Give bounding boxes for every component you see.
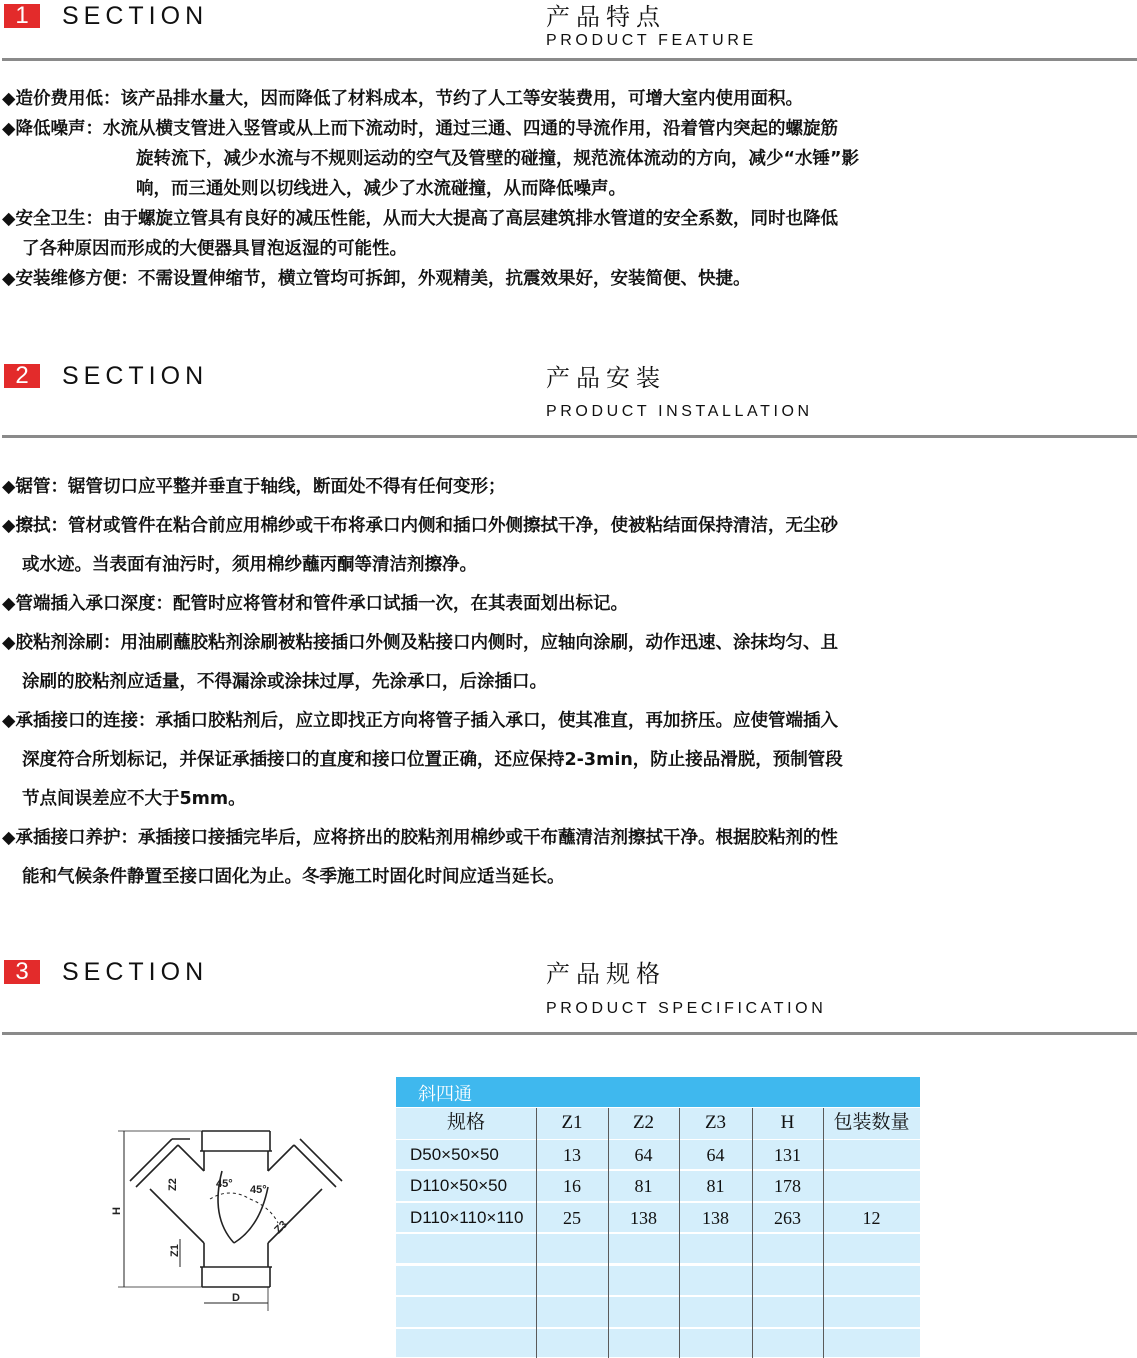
table-header-cell: Z3 <box>704 1112 727 1133</box>
table-row <box>396 1329 920 1357</box>
table-cell: 16 <box>563 1176 581 1196</box>
dim-d-label: D <box>232 1292 240 1304</box>
table-cell: 13 <box>563 1145 581 1165</box>
install-line: 节点间误差应不大于5mm。 <box>22 789 246 809</box>
section-label: SECTION <box>62 2 209 30</box>
section-divider <box>2 58 1137 61</box>
table-column-divider <box>679 1108 680 1358</box>
feature-line: ◆降低噪声：水流从横支管进入竖管或从上而下流动时，通过三通、四通的导流作用，沿着管内突起的螺旋筋 <box>2 119 838 139</box>
table-header-row <box>396 1108 920 1139</box>
table-cell <box>396 1329 536 1357</box>
table-cell: D50×50×50 <box>410 1145 499 1164</box>
table-cell <box>823 1297 920 1327</box>
table-cell: 138 <box>702 1208 729 1228</box>
table-cell: 25 <box>563 1208 581 1228</box>
table-header-cell: H <box>780 1112 795 1133</box>
install-line: 深度符合所划标记，并保证承插接口的直度和接口位置正确，还应保持2-3min，防止接品滑脱，预制管段 <box>22 750 843 770</box>
table-cell <box>536 1266 608 1295</box>
table-row <box>396 1140 920 1169</box>
install-line: 涂刷的胶粘剂应适量，不得漏涂或涂抹过厚，先涂承口，后涂插口。 <box>22 672 547 692</box>
table-cell <box>608 1297 679 1327</box>
feature-line: ◆安装维修方便：不需设置伸缩节，横立管均可拆卸，外观精美，抗震效果好，安装简便、快捷。 <box>2 269 751 289</box>
section-number-badge: 1 <box>4 4 40 28</box>
section-label: SECTION <box>62 362 209 390</box>
table-header-cell: 包装数量 <box>833 1112 910 1133</box>
section-divider <box>2 435 1137 438</box>
table-cell <box>536 1234 608 1263</box>
table-row <box>396 1234 920 1263</box>
table-cell <box>823 1140 920 1169</box>
feature-line: ◆造价费用低：该产品排水量大，因而降低了材料成本，节约了人工等安装费用，可增大室内使用面积。 <box>2 89 803 109</box>
table-row <box>396 1266 920 1295</box>
table-cell <box>608 1234 679 1263</box>
table-cell: 131 <box>774 1145 801 1165</box>
table-cell <box>823 1171 920 1201</box>
table-header-cell: Z1 <box>561 1112 583 1133</box>
table-cell <box>608 1329 679 1357</box>
section-title-cn: 产品规格 <box>546 960 666 988</box>
table-cell: 138 <box>630 1208 657 1228</box>
dim-z2-label: Z2 <box>167 1178 179 1191</box>
feature-line: ◆安全卫生：由于螺旋立管具有良好的减压性能，从而大大提高了高层建筑排水管道的安全系数，同时也降低 <box>2 209 838 229</box>
install-line: ◆承插接口养护：承插接口接插完毕后，应将挤出的胶粘剂用棉纱或干布蘸清洁剂擦拭干净。根据胶粘剂的性 <box>2 828 838 848</box>
section-number-badge: 3 <box>4 960 40 984</box>
table-title: 斜四通 <box>418 1084 472 1105</box>
table-cell <box>396 1234 536 1263</box>
fitting-diagram <box>110 1127 360 1322</box>
table-cell: D110×110×110 <box>410 1208 524 1227</box>
table-cell <box>679 1234 752 1263</box>
feature-line: 旋转流下，减少水流与不规则运动的空气及管壁的碰撞，规范流体流动的方向，减少“水锤”影 <box>136 149 859 169</box>
section-title-en: PRODUCT INSTALLATION <box>546 403 813 420</box>
section-title-en: PRODUCT SPECIFICATION <box>546 1000 827 1017</box>
install-line: 能和气候条件静置至接口固化为止。冬季施工时固化时间应适当延长。 <box>22 867 565 887</box>
table-cell: 64 <box>706 1145 725 1165</box>
section-title-en: PRODUCT FEATURE <box>546 32 757 49</box>
table-cell: 81 <box>634 1176 653 1196</box>
install-line: ◆承插接口的连接：承插口胶粘剂后，应立即找正方向将管子插入承口，使其准直，再加挤压。应使管端插入 <box>2 711 838 731</box>
section-number-badge: 2 <box>4 364 40 388</box>
table-cell <box>679 1297 752 1327</box>
table-cell: D110×50×50 <box>410 1176 508 1195</box>
table-header-cell: 规格 <box>446 1112 485 1133</box>
table-cell <box>679 1266 752 1295</box>
table-cell <box>536 1329 608 1357</box>
feature-line: 响，而三通处则以切线进入，减少了水流碰撞，从而降低噪声。 <box>136 179 626 199</box>
table-cell: 178 <box>774 1176 801 1196</box>
dim-h-label: H <box>111 1207 123 1215</box>
table-cell <box>536 1297 608 1327</box>
install-line: 或水迹。当表面有油污时，须用棉纱蘸丙酮等清洁剂擦净。 <box>22 555 477 575</box>
install-line: ◆锯管：锯管切口应平整并垂直于轴线，断面处不得有任何变形； <box>2 477 506 497</box>
table-title-bar <box>396 1077 920 1107</box>
table-cell <box>752 1329 823 1357</box>
table-row <box>396 1171 920 1201</box>
table-cell <box>396 1297 536 1327</box>
table-column-divider <box>752 1108 753 1358</box>
table-cell: 81 <box>706 1176 725 1196</box>
table-cell <box>752 1234 823 1263</box>
table-row <box>396 1297 920 1327</box>
table-cell <box>752 1297 823 1327</box>
table-cell: 12 <box>862 1208 881 1228</box>
angle-label-left: 45° <box>216 1178 233 1190</box>
table-column-divider <box>536 1108 537 1358</box>
section-label: SECTION <box>62 958 209 986</box>
table-row <box>396 1203 920 1232</box>
table-cell <box>823 1266 920 1295</box>
section-divider <box>2 1032 1137 1035</box>
angle-label-right: 45° <box>250 1184 267 1196</box>
table-cell <box>679 1329 752 1357</box>
table-column-divider <box>823 1108 824 1358</box>
dim-z1-label: Z1 <box>169 1244 181 1257</box>
section-title-cn: 产品安装 <box>546 364 666 392</box>
table-cell <box>823 1234 920 1263</box>
feature-line: 了各种原因而形成的大便器具冒泡返湿的可能性。 <box>22 239 407 259</box>
table-cell <box>823 1329 920 1357</box>
table-column-divider <box>608 1108 609 1358</box>
table-header-cell: Z2 <box>632 1112 655 1133</box>
table-cell <box>608 1266 679 1295</box>
table-cell <box>396 1266 536 1295</box>
table-cell <box>752 1266 823 1295</box>
table-cell: 64 <box>634 1145 653 1165</box>
section-title-cn: 产品特点 <box>546 3 666 31</box>
install-line: ◆胶粘剂涂刷：用油刷蘸胶粘剂涂刷被粘接插口外侧及粘接口内侧时，应轴向涂刷，动作迅速、涂抹均匀、且 <box>2 633 838 653</box>
install-line: ◆擦拭：管材或管件在粘合前应用棉纱或干布将承口内侧和插口外侧擦拭干净，使被粘结面保持清洁，无尘砂 <box>2 516 838 536</box>
install-line: ◆管端插入承口深度：配管时应将管材和管件承口试插一次，在其表面划出标记。 <box>2 594 628 614</box>
table-cell: 263 <box>774 1208 801 1228</box>
dim-z3-label: Z3 <box>272 1218 290 1237</box>
